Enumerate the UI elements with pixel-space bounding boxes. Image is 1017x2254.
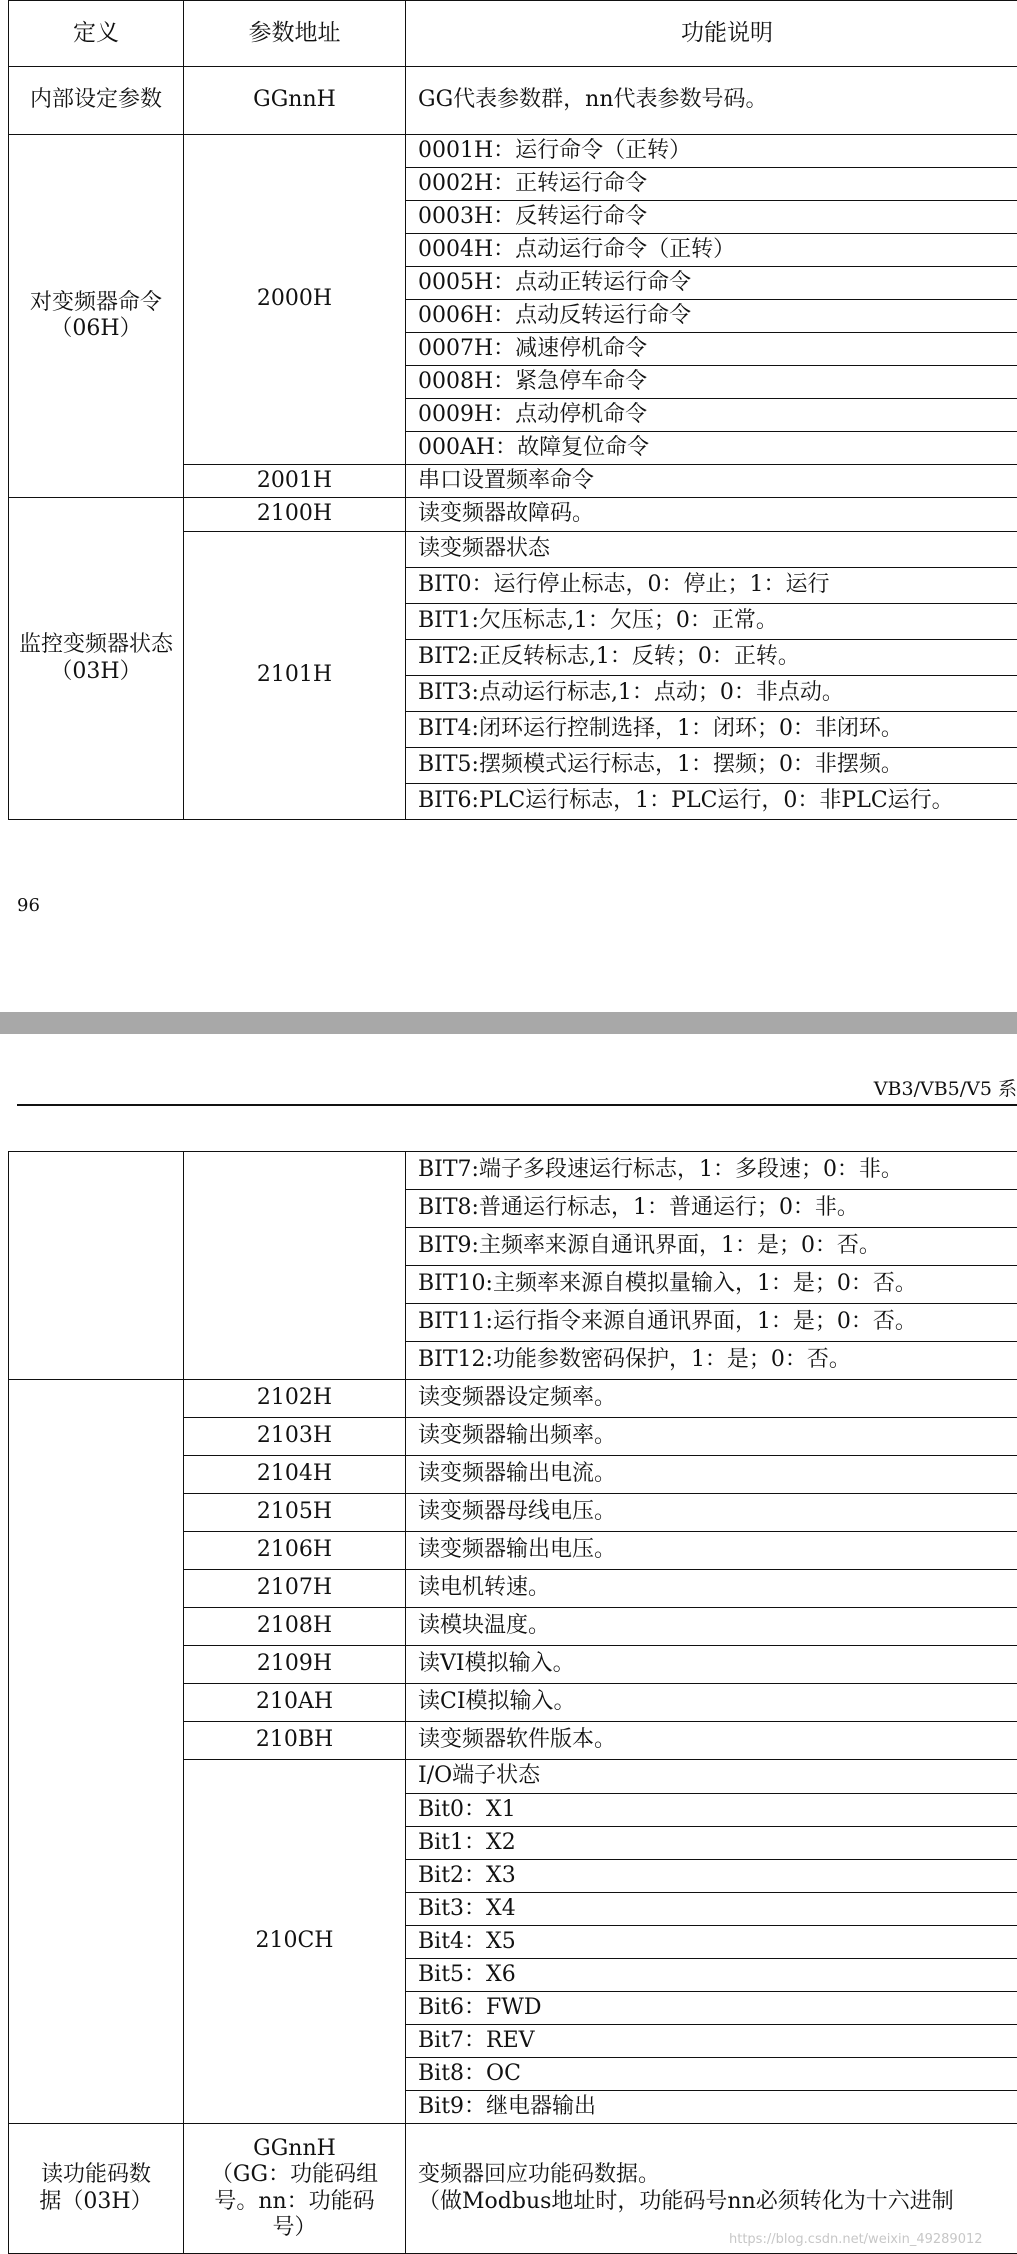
read-addr: 2103H (184, 1418, 406, 1456)
io-item: Bit3：X4 (406, 1893, 1017, 1926)
read-desc: 读变频器软件版本。 (406, 1722, 1017, 1760)
def-inverter-command-code: （06H） (9, 316, 183, 342)
desc-read-function-code-line1: 变频器回应功能码数据。 (418, 2162, 1017, 2188)
read-addr: 210AH (184, 1684, 406, 1722)
status-item-cont: BIT7:端子多段速运行标志，1：多段速；0：非。 (406, 1152, 1017, 1190)
io-item: Bit2：X3 (406, 1860, 1017, 1893)
command-item: 0009H：点动停机命令 (406, 399, 1017, 432)
status-item: BIT5:摆频模式运行标志，1：摆频；0：非摆频。 (406, 748, 1017, 784)
addr-210ch: 210CH (184, 1760, 406, 2124)
read-desc: 读变频器输出电流。 (406, 1456, 1017, 1494)
desc-read-function-code-line2: （做Modbus地址时，功能码号nn必须转化为十六进制 (418, 2189, 1017, 2215)
def-read-function-code-line2: 据（03H） (9, 2189, 183, 2215)
header-rule (17, 1104, 1017, 1106)
status-item: BIT3:点动运行标志,1：点动；0：非点动。 (406, 676, 1017, 712)
io-item: Bit7：REV (406, 2025, 1017, 2058)
addr-ggnnh-read-line2: （GG：功能码组 (184, 2162, 405, 2188)
command-item: 0006H：点动反转运行命令 (406, 300, 1017, 333)
status-item: BIT1:欠压标志,1：欠压；0：正常。 (406, 604, 1017, 640)
io-item: Bit4：X5 (406, 1926, 1017, 1959)
header-param-address: 参数地址 (184, 1, 406, 67)
io-item: Bit0：X1 (406, 1794, 1017, 1827)
command-item: 0004H：点动运行命令（正转） (406, 234, 1017, 267)
def-inverter-command (9, 135, 184, 498)
def-monitor-status-code: （03H） (9, 659, 183, 685)
status-item-cont: BIT10:主频率来源自模拟量输入，1：是；0：否。 (406, 1266, 1017, 1304)
addr-ggnnh-read-line4: 号） (184, 2215, 405, 2241)
status-item-cont: BIT12:功能参数密码保护，1：是；0：否。 (406, 1342, 1017, 1380)
io-item: Bit8：OC (406, 2058, 1017, 2091)
command-item: 0008H：紧急停车命令 (406, 366, 1017, 399)
status-item-cont: BIT9:主频率来源自通讯界面，1：是；0：否。 (406, 1228, 1017, 1266)
read-desc: 读电机转速。 (406, 1570, 1017, 1608)
status-item: BIT0：运行停止标志，0：停止；1：运行 (406, 568, 1017, 604)
header-definition: 定义 (9, 1, 184, 67)
command-item: 0001H：运行命令（正转） (406, 135, 1017, 168)
read-desc: 读变频器输出电压。 (406, 1532, 1017, 1570)
addr-2101h: 2101H (184, 532, 406, 820)
parameter-table-part1 (8, 0, 1017, 820)
io-item: Bit5：X6 (406, 1959, 1017, 1992)
status-item: 读变频器状态 (406, 532, 1017, 568)
def-monitor-status-title: 监控变频器状态 (9, 632, 183, 658)
read-addr: 2109H (184, 1646, 406, 1684)
command-item: 000AH：故障复位命令 (406, 432, 1017, 465)
io-item: Bit6：FWD (406, 1992, 1017, 2025)
watermark: https://blog.csdn.net/weixin_49289012 (729, 2232, 983, 2247)
read-addr: 2102H (184, 1380, 406, 1418)
read-addr: 2106H (184, 1532, 406, 1570)
addr-2000h: 2000H (184, 135, 406, 465)
read-desc: 读CI模拟输入。 (406, 1684, 1017, 1722)
addr-continued-blank (184, 1152, 406, 1380)
desc-ggnnh: GG代表参数群，nn代表参数号码。 (406, 67, 1017, 135)
addr-2100h: 2100H (184, 498, 406, 532)
addr-2001h: 2001H (184, 465, 406, 498)
desc-2001h: 串口设置频率命令 (406, 465, 1017, 498)
command-item: 0007H：减速停机命令 (406, 333, 1017, 366)
command-item: 0005H：点动正转运行命令 (406, 267, 1017, 300)
status-item: BIT4:闭环运行控制选择，1：闭环；0：非闭环。 (406, 712, 1017, 748)
status-item: BIT2:正反转标志,1：反转；0：正转。 (406, 640, 1017, 676)
def-monitor-blank (9, 1380, 184, 2124)
read-addr: 2105H (184, 1494, 406, 1532)
command-item: 0002H：正转运行命令 (406, 168, 1017, 201)
read-addr: 2107H (184, 1570, 406, 1608)
io-item: Bit9：继电器输出 (406, 2091, 1017, 2124)
def-read-function-code-line1: 读功能码数 (9, 2162, 183, 2188)
addr-ggnnh-read-line1: GGnnH (184, 2136, 405, 2162)
read-addr: 210BH (184, 1722, 406, 1760)
page-separator-band (0, 1012, 1017, 1034)
read-desc: 读变频器设定频率。 (406, 1380, 1017, 1418)
def-continued-blank (9, 1152, 184, 1380)
addr-ggnnh: GGnnH (184, 67, 406, 135)
header-function-description: 功能说明 (406, 1, 1017, 67)
read-desc: 读变频器母线电压。 (406, 1494, 1017, 1532)
def-monitor-status (9, 498, 184, 820)
addr-ggnnh-read (184, 2124, 406, 2254)
io-item: Bit1：X2 (406, 1827, 1017, 1860)
parameter-table-part2 (8, 1151, 1017, 2254)
read-desc: 读VI模拟输入。 (406, 1646, 1017, 1684)
read-desc: 读变频器输出频率。 (406, 1418, 1017, 1456)
io-item: I/O端子状态 (406, 1760, 1017, 1794)
page-number: 96 (17, 895, 40, 916)
read-addr: 2108H (184, 1608, 406, 1646)
command-item: 0003H：反转运行命令 (406, 201, 1017, 234)
running-header: VB3/VB5/V5 系 (874, 1074, 1017, 1101)
status-item-cont: BIT11:运行指令来源自通讯界面，1：是；0：否。 (406, 1304, 1017, 1342)
read-desc: 读模块温度。 (406, 1608, 1017, 1646)
status-item-cont: BIT8:普通运行标志，1：普通运行；0：非。 (406, 1190, 1017, 1228)
desc-2100h: 读变频器故障码。 (406, 498, 1017, 532)
def-internal-param: 内部设定参数 (9, 67, 184, 135)
def-read-function-code (9, 2124, 184, 2254)
status-item: BIT6:PLC运行标志，1：PLC运行，0：非PLC运行。 (406, 784, 1017, 820)
addr-ggnnh-read-line3: 号。nn：功能码 (184, 2189, 405, 2215)
def-inverter-command-title: 对变频器命令 (9, 290, 183, 316)
read-addr: 2104H (184, 1456, 406, 1494)
